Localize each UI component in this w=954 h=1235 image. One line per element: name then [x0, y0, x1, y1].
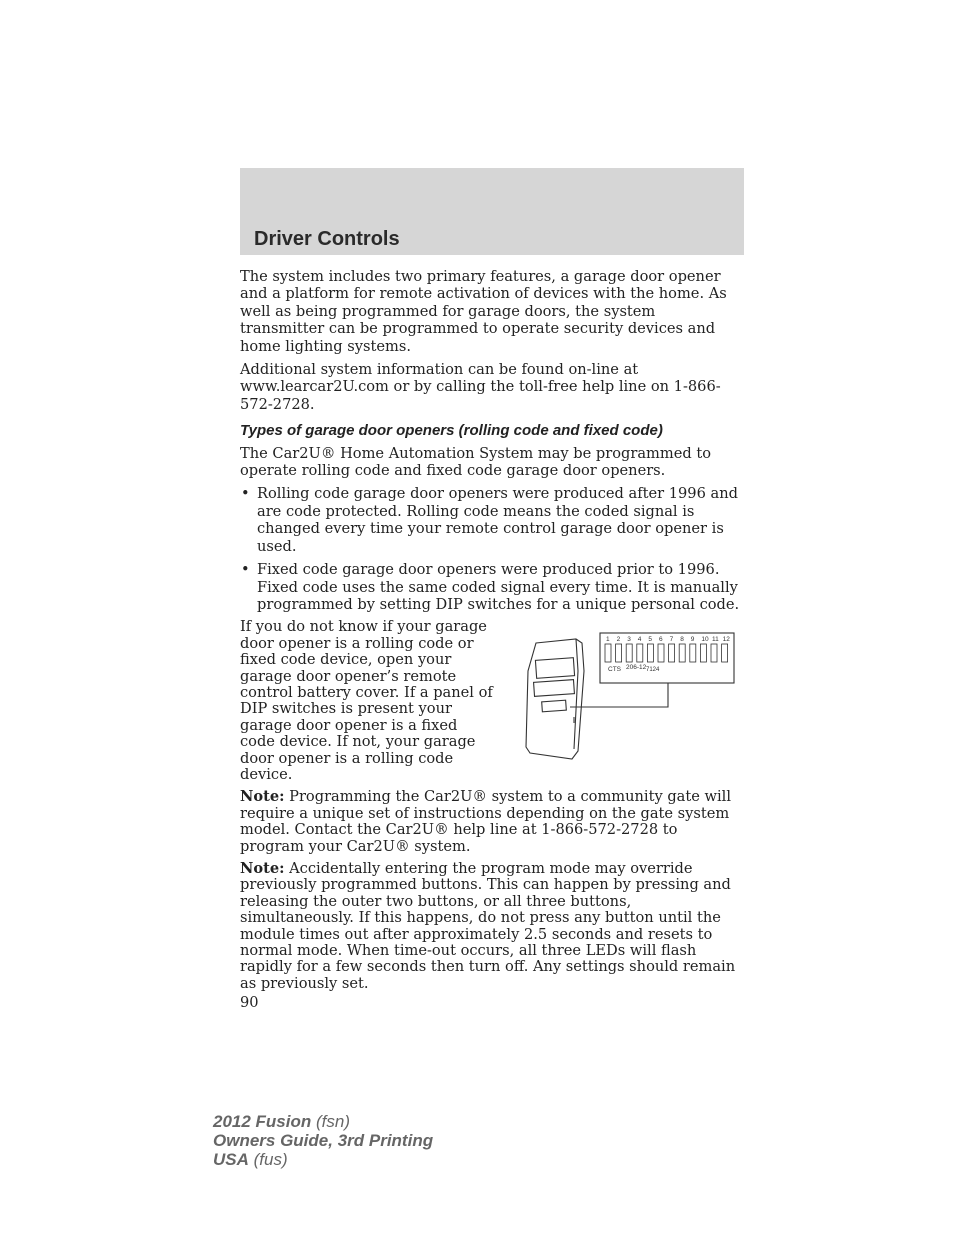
switch-number: 8	[680, 636, 684, 644]
switch-number: 4	[637, 636, 642, 644]
switch-number: 12	[722, 636, 730, 644]
types-intro: The Car2U® Home Automation System may be programmed to operate rolling code and fixed code garage door openers.	[240, 444, 711, 480]
intro-paragraph-2: Additional system information can be found on-line at www.learcar2U.com or by calling the toll-free help line on 1-866-572-2728.	[240, 361, 721, 413]
dip-switch-illustration	[518, 631, 738, 761]
dip-switch-panel	[600, 633, 734, 683]
panel-code-label: 206-12	[626, 664, 647, 672]
footer-market: USA	[213, 1150, 249, 1169]
footer-model-code: (fsn)	[311, 1112, 350, 1131]
types-subheading: Types of garage door openers (rolling code and fixed code)	[240, 422, 663, 440]
note-label: Note:	[240, 859, 285, 877]
note-paragraph	[240, 789, 744, 855]
note-text: Accidentally entering the program mode may override previously programmed buttons. This can happen by pressing and releasing the outer two buttons, or all three buttons, simultaneously. If this happens, do not press any button until the module times out after approximately 2.5 seconds and resets to normal mode. When time-out occurs, all three LEDs will flash rapidly for a few seconds then turn off. Any settings should remain as previously set.	[240, 859, 736, 992]
note-text: Programming the Car2U® system to a community gate will require a unique set of instructions depending on the gate system model. Contact the Car2U® help line at 1-866-572-2728 to program your Car2U® system.	[240, 788, 732, 855]
footer-guide-edition: Owners Guide, 3rd Printing	[213, 1131, 434, 1150]
switch-number: 2	[616, 636, 621, 644]
opener-types-list	[240, 485, 744, 613]
switch-number: 5	[648, 636, 653, 644]
document-footer	[213, 1112, 433, 1169]
section-header-band	[240, 168, 744, 255]
list-item-text: Fixed code garage door openers were produced prior to 1996. Fixed code uses the same coded signal every time. It is manually programmed by setting DIP switches for a unique personal code.	[257, 561, 740, 613]
list-item-text: Rolling code garage door openers were produced after 1996 and are code protected. Rolling code means the coded signal is changed every time your remote control garage door opener is used.	[257, 485, 738, 555]
identify-paragraph: If you do not know if your garage door opener is a rolling code or fixed code device, open your garage door opener’s remote control battery cover. If a panel of DIP switches is present your garage door opener is a fixed code device. If not, your garage door opener is a rolling code device.	[240, 618, 493, 783]
remote-control-drawing	[526, 639, 588, 759]
panel-code-label: 7124	[646, 667, 660, 674]
switch-number: 9	[690, 636, 695, 644]
bullet-icon: •	[241, 485, 250, 503]
page-number: 90	[240, 994, 259, 1012]
switch-number: 7	[669, 636, 674, 644]
footer-line-model	[213, 1112, 433, 1131]
intro-paragraph-1: The system includes two primary features, a garage door opener and a platform for remote activation of devices with the home. As well as being programmed for garage doors, the system transmitter can be programmed to operate security devices and home lighting systems.	[240, 268, 727, 355]
panel-code-label: CTS	[608, 666, 621, 674]
switch-number: 1	[606, 636, 610, 644]
switch-number: 11	[712, 636, 719, 644]
footer-line-market	[213, 1150, 433, 1169]
notes-section	[240, 789, 744, 992]
section-title: Driver Controls	[254, 228, 400, 250]
connector-line	[588, 683, 668, 707]
list-item	[240, 485, 744, 555]
footer-model: 2012 Fusion	[213, 1112, 312, 1131]
bullet-icon: •	[241, 561, 250, 579]
page-content	[240, 268, 744, 1012]
switch-number: 10	[701, 636, 709, 644]
switch-number: 6	[659, 636, 663, 644]
identify-section	[240, 619, 744, 789]
footer-market-code: (fus)	[248, 1150, 288, 1169]
note-label: Note:	[240, 788, 285, 806]
switch-number: 3	[627, 636, 631, 644]
note-paragraph	[240, 861, 744, 992]
list-item	[240, 561, 744, 613]
